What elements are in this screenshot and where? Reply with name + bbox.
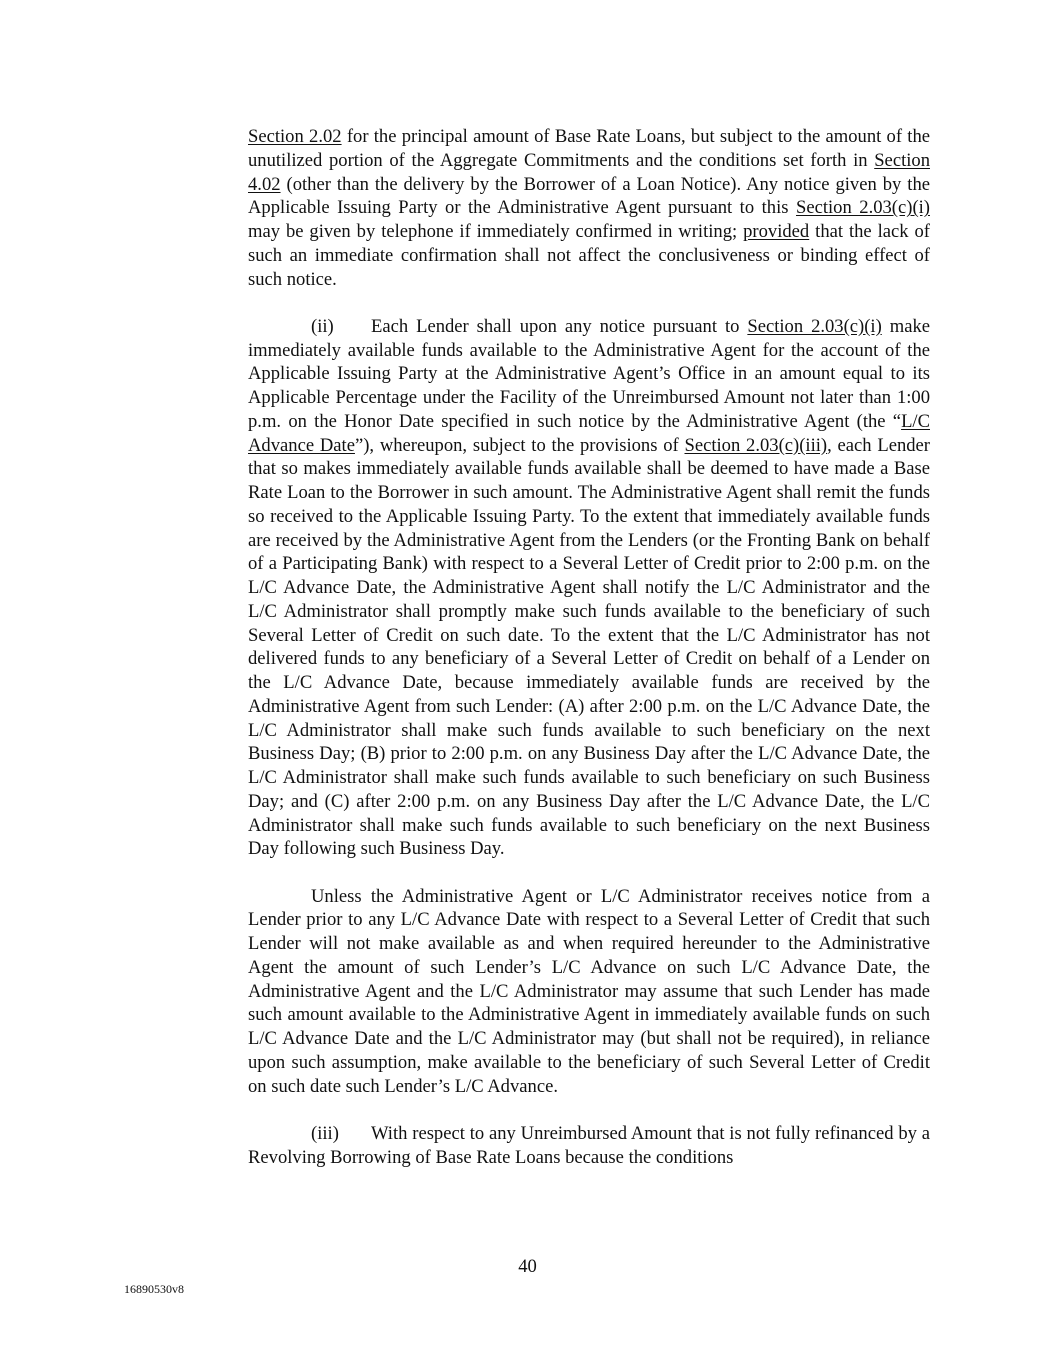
defined-term-lc-advance-date: L/C Advance Date: [248, 410, 930, 456]
paragraph-ii: [248, 315, 930, 861]
clause-number: (iii): [311, 1122, 339, 1144]
document-body: [248, 125, 930, 1193]
paragraph-text: , each Lender that so makes immediately available funds available shall be deemed to have made a Base Rate Loan to the Borrower in such amount. The Administrative Agent shall remit the funds so received to the Applicable Issuing Party. To the extent that immediately available funds are received by the Administrative Agent from the Lenders (or the Fronting Bank on behalf of a Participating Bank) with respect to a Several Letter of Credit prior to 2:00 p.m. on the L/C Advance Date, the Administrative Agent shall notify the L/C Administrator and the L/C Administrator shall promptly make such funds available to the beneficiary of such Several Letter of Credit on such date. To the extent that the L/C Administrator has not delivered funds to any beneficiary of a Several Letter of Credit on behalf of a Lender on the L/C Advance Date, because immediately available funds are received by the Administrative Agent from such Lender: (A) after 2:00 p.m. on the L/C Advance Date, the L/C Administrator shall make such funds available to such beneficiary on the next Business Day; (B) prior to 2:00 p.m. on any Business Day after the L/C Advance Date, the L/C Administrator shall make such funds available to such beneficiary on such Business Day; and (C) after 2:00 p.m. on any Business Day after the L/C Advance Date, the L/C Administrator shall make such funds available to such beneficiary on the next Business Day following such Business Day.: [248, 434, 930, 860]
paragraph-unless: [248, 885, 930, 1099]
paragraph-text: that the lack of such an immediate confirmation shall not affect the conclusiveness or binding effect of such notice.: [248, 221, 930, 290]
paragraph-text: Unless the Administrative Agent or L/C Administrator receives notice from a Lender prior to any L/C Advance Date with respect to a Several Letter of Credit that such Lender will not make available as and when required hereunder to the Administrative Agent the amount of such Lender’s L/C Advance on such L/C Advance Date, the Administrative Agent and the L/C Administrator may assume that such Lender has made such amount available to the Administrative Agent in immediately available funds on such L/C Advance Date and the L/C Administrator may (but shall not be required), in reliance upon such assumption, make available to the beneficiary of such Several Letter of Credit on such date such Lender’s L/C Advance.: [248, 885, 930, 1097]
section-reference: Section 4.02: [248, 149, 930, 195]
section-reference: Section 2.02: [248, 126, 342, 147]
paragraph-text: (other than the delivery by the Borrower of a Loan Notice). Any notice given by the Applicable Issuing Party or the Administrative Agent pursuant to this: [248, 173, 930, 219]
paragraph-text: ”), whereupon, subject to the provisions of: [354, 434, 685, 456]
defined-term-provided: provided: [743, 221, 810, 242]
paragraph-text: With respect to any Unreimbursed Amount that is not fully refinanced by a Revolving Borrowing of Base Rate Loans because the conditions: [248, 1122, 930, 1168]
document-id: 16890530v8: [124, 1282, 184, 1296]
paragraph-text: may be given by telephone if immediately confirmed in writing;: [248, 221, 744, 242]
paragraph-continuation: [248, 125, 930, 291]
section-reference: Section 2.03(c)(i): [747, 315, 882, 337]
paragraph-text: for the principal amount of Base Rate Loans, but subject to the amount of the unutilized portion of the Aggregate Commitments and the conditions set forth in: [248, 126, 931, 171]
page-number: 40: [518, 1256, 537, 1277]
section-reference: Section 2.03(c)(iii): [684, 434, 828, 456]
paragraph-iii: [248, 1122, 930, 1170]
section-reference: Section 2.03(c)(i): [796, 197, 930, 219]
paragraph-text: make immediately available funds available to the Administrative Agent for the account of the Applicable Issuing Party at the Administrative Agent’s Office in an amount equal to its Applicable Percentage under the Facility of the Unreimbursed Amount not later than 1:00 p.m. on the Honor Date specified in such notice by the Administrative Agent (the “: [248, 315, 930, 432]
clause-number: (ii): [311, 315, 334, 337]
paragraph-text: Each Lender shall upon any notice pursuant to: [371, 315, 748, 337]
